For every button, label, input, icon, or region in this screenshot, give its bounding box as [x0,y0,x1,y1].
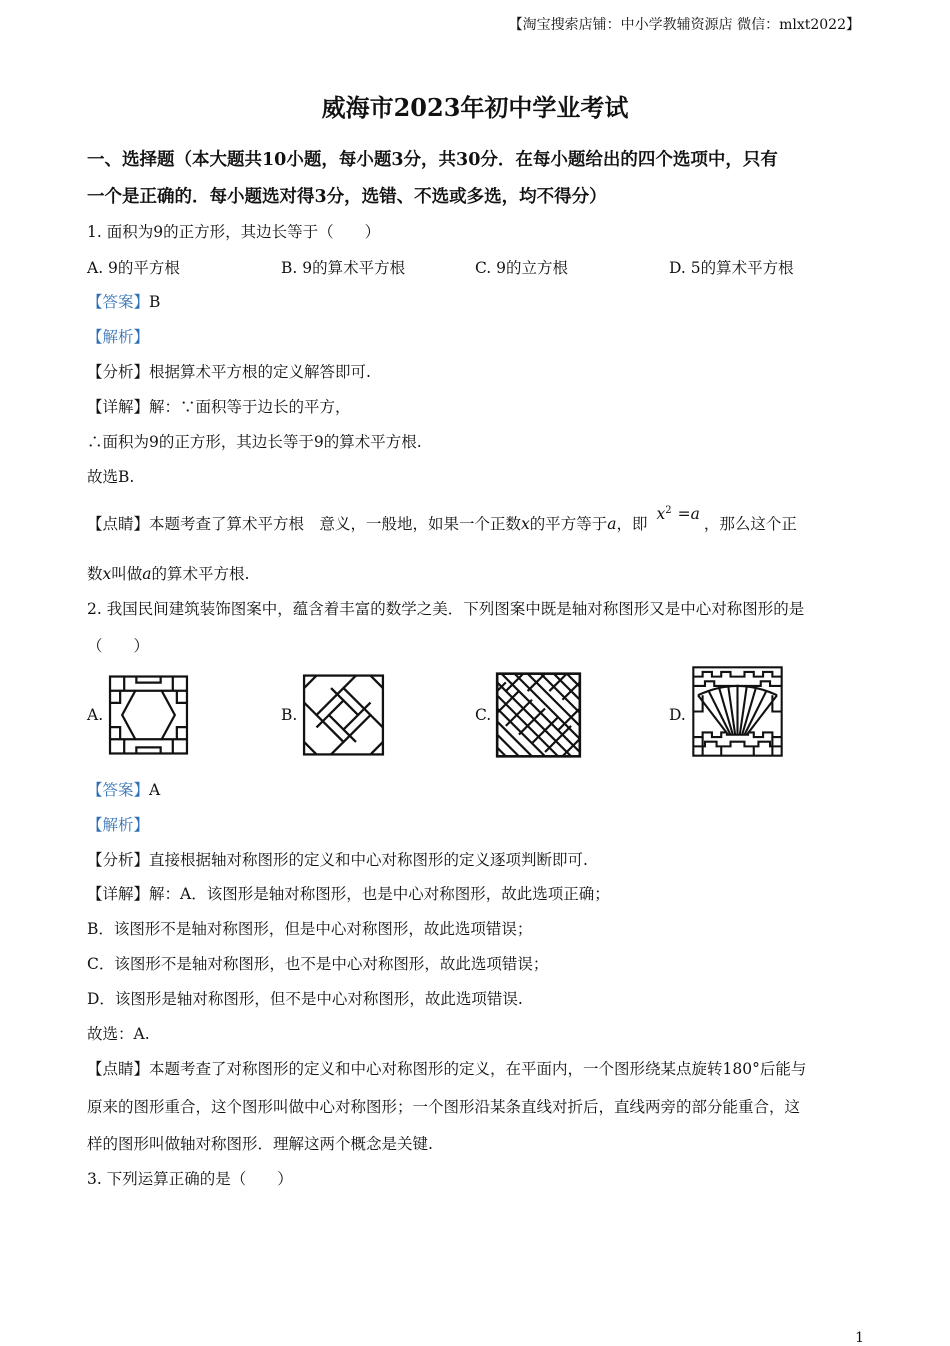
text-segment: 【点睛】本题考查了算术平方根 意义，一般地，如果一个正数 [87,515,522,533]
figure-d-fan-pattern [690,665,785,758]
q2-paren: （ ） [87,637,150,655]
q2-xiangjie: 【详解】解：A．该图形是轴对称图形，也是中心对称图形，故此选项正确； [87,885,610,903]
text-segment: ，即 [616,515,648,533]
var-x: x [102,565,112,583]
q2-option-c-explain: C．该图形不是轴对称图形，也不是中心对称图形，故此选项错误； [87,955,549,973]
text-segment: ，那么这个正 [703,515,797,533]
q2-dianjing-line3: 样的图形叫做轴对称图形．理解这两个概念是关键. [87,1135,433,1153]
text-segment: 的算术平方根. [151,565,250,583]
answer-tag: 【答案】 [87,293,150,311]
formula-base: x [656,505,666,523]
q2-label-d: D. [669,706,686,724]
var-x: x [521,515,530,533]
q1-option-d: D. 5的算术平方根 [669,259,794,277]
answer-value: B [149,293,161,311]
q2-conclusion: 故选：A. [87,1025,150,1043]
header-note: 【淘宝搜索店铺：中小学教辅资源店 微信：mlxt2022】 [508,17,860,33]
q1-answer [87,290,160,312]
q1-fenxi: 【分析】根据算术平方根的定义解答即可. [87,363,371,381]
formula-rest: =a [677,505,700,523]
q2-label-c: C. [475,706,492,724]
q1-xiangjie: 【详解】解：∵面积等于边长的平方， [87,398,351,416]
q1-dianjing-line1 [87,504,797,534]
var-a: a [142,565,152,583]
q2-option-b-explain: B．该图形不是轴对称图形，但是中心对称图形，故此选项错误； [87,920,533,938]
q2-stem: 2. 我国民间建筑装饰图案中，蕴含着丰富的数学之美．下列图案中既是轴对称图形又是中心对称图形的是 [87,600,805,618]
q1-stem: 1. 面积为9的正方形，其边长等于（ ） [87,223,381,241]
answer-value: A [149,781,161,799]
q2-option-d-explain: D．该图形是轴对称图形，但不是中心对称图形，故此选项错误. [87,990,523,1008]
q1-conclusion: 故选B. [87,468,135,486]
text-segment: 叫做 [111,565,143,583]
figure-c-weave-pattern [495,671,582,759]
q1-line2: ∴面积为9的正方形，其边长等于9的算术平方根. [87,433,422,451]
q2-answer [87,778,160,800]
q1-dianjing-line2 [87,562,249,584]
figure-b-interlock-pattern [302,673,385,757]
text-segment: 的平方等于 [529,515,608,533]
page-number: 1 [855,1330,864,1346]
q2-label-b: B. [281,706,298,724]
formula-exp: 2 [665,504,672,516]
page-title: 威海市2023年初中学业考试 [321,93,629,122]
q2-analysis-tag: 【解析】 [87,816,150,834]
q2-fenxi: 【分析】直接根据轴对称图形的定义和中心对称图形的定义逐项判断即可. [87,851,588,869]
q2-dianjing-line1: 【点睛】本题考查了对称图形的定义和中心对称图形的定义，在平面内，一个图形绕某点旋转180°后能与 [87,1060,807,1078]
q2-dianjing-line2: 原来的图形重合，这个图形叫做中心对称图形；一个图形沿某条直线对折后，直线两旁的部分能重合，这 [87,1098,801,1116]
q1-analysis-tag: 【解析】 [87,328,150,346]
section-heading-line1: 一、选择题（本大题共10小题，每小题3分，共30分．在每小题给出的四个选项中，只有 [87,150,778,170]
figure-a-hexagon-pattern [108,674,189,756]
q1-option-b: B. 9的算术平方根 [281,259,406,277]
q1-option-a: A. 9的平方根 [87,259,180,277]
section-heading-line2: 一个是正确的．每小题选对得3分，选错、不选或多选，均不得分） [87,187,607,207]
formula [656,505,699,523]
q1-option-c: C. 9的立方根 [475,259,569,277]
var-a: a [607,515,617,533]
q3-stem: 3. 下列运算正确的是（ ） [87,1170,293,1188]
text-segment: 数 [87,565,103,583]
q2-label-a: A. [87,706,104,724]
answer-tag: 【答案】 [87,781,150,799]
